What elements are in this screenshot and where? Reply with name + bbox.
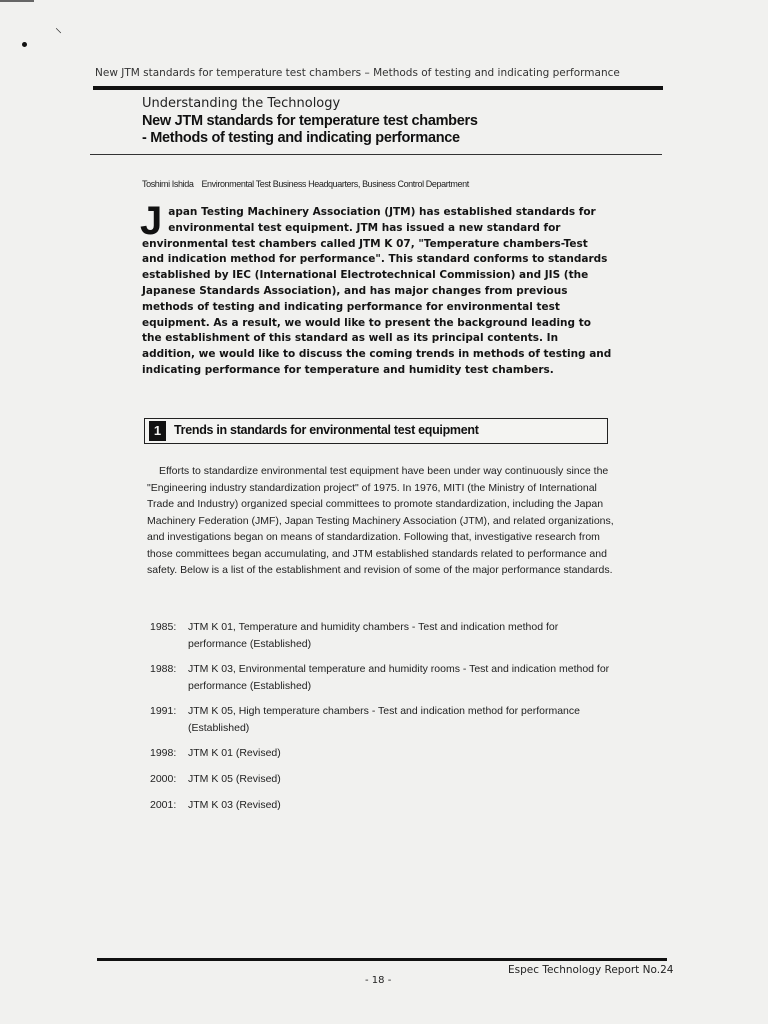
list-item [150,771,610,788]
scan-dot-icon [22,42,27,47]
list-item-text: JTM K 01, Temperature and humidity chambers - Test and indication method for performance (Established) [188,621,559,650]
section-heading-box [144,418,608,444]
title-line-1: New JTM standards for temperature test chambers [142,113,478,129]
list-item-text: JTM K 05, High temperature chambers - Test and indication method for performance (Established) [188,705,580,734]
author-department: Environmental Test Business Headquarters, Business Control Department [201,179,469,189]
title-line-2: - Methods of testing and indicating performance [142,130,460,146]
list-item-text: JTM K 03 (Revised) [188,799,281,811]
publication-name: Espec Technology Report No.24 [508,964,674,976]
page-number: - 18 - [365,975,392,986]
scan-artifact-icon: ⸌ [55,26,62,42]
title-rule [90,154,662,155]
list-item-text: JTM K 03, Environmental temperature and humidity rooms - Test and indication method for performance (Established) [188,663,610,692]
footer-rule [97,958,667,961]
drop-cap: J [140,199,163,243]
list-item [150,797,610,814]
lead-paragraph [140,199,612,379]
lead-text: apan Testing Machinery Association (JTM) has established standards for environmental test equipment. JTM has issued a new standard for environmental test chambers called JTM K 07, "Temperature chambers-Test and indication method for performance". This standard conforms to standards established by IEC (International Electrotechnical Commission) and JIS (the Japanese Standards Association), and has major changes from previous methods of testing and indicating performance for environmental test equipment. As a result, we would like to present the background leading to the establishment of this standard as well as its principal contents. In addition, we would like to discuss the coming trends in methods of testing and indicating performance for temperature and humidity test chambers. [142,206,612,376]
list-item-year: 1991: [150,705,177,717]
list-item-year: 1988: [150,663,177,675]
section-number-badge: 1 [149,421,166,441]
section-label: Understanding the Technology [142,96,341,111]
list-item [150,661,610,694]
running-head: New JTM standards for temperature test chambers – Methods of testing and indicating performance [95,67,620,79]
byline [142,179,469,189]
body-paragraph: Efforts to standardize environmental test equipment have been under way continuously since the "Engineering industry standardization project" of 1975. In 1976, MITI (the Ministry of International Trade and Industry) organized special committees to promote standardization, including the Japan Machinery Federation (JMF), Japan Testing Machinery Association (JTM), and related organizations, and investigations began on means of standardization. Following that, investigative research from those committees began accumulating, and JTM established standards related to performance and safety. Below is a list of the establishment and revision of some of the major performance standards. [147,465,614,576]
header-rule [93,86,663,90]
list-item [150,745,610,762]
scan-edge-mark [0,0,34,2]
list-item-year: 1985: [150,621,177,633]
section-heading: Trends in standards for environmental test equipment [174,423,479,437]
list-item [150,619,610,652]
list-item [150,703,610,736]
list-item-year: 1998: [150,747,177,759]
standards-list [150,619,610,823]
list-item-text: JTM K 01 (Revised) [188,747,281,759]
list-item-year: 2001: [150,799,177,811]
author-name: Toshimi Ishida [142,179,194,189]
article-title [142,113,478,147]
list-item-text: JTM K 05 (Revised) [188,773,281,785]
list-item-year: 2000: [150,773,177,785]
